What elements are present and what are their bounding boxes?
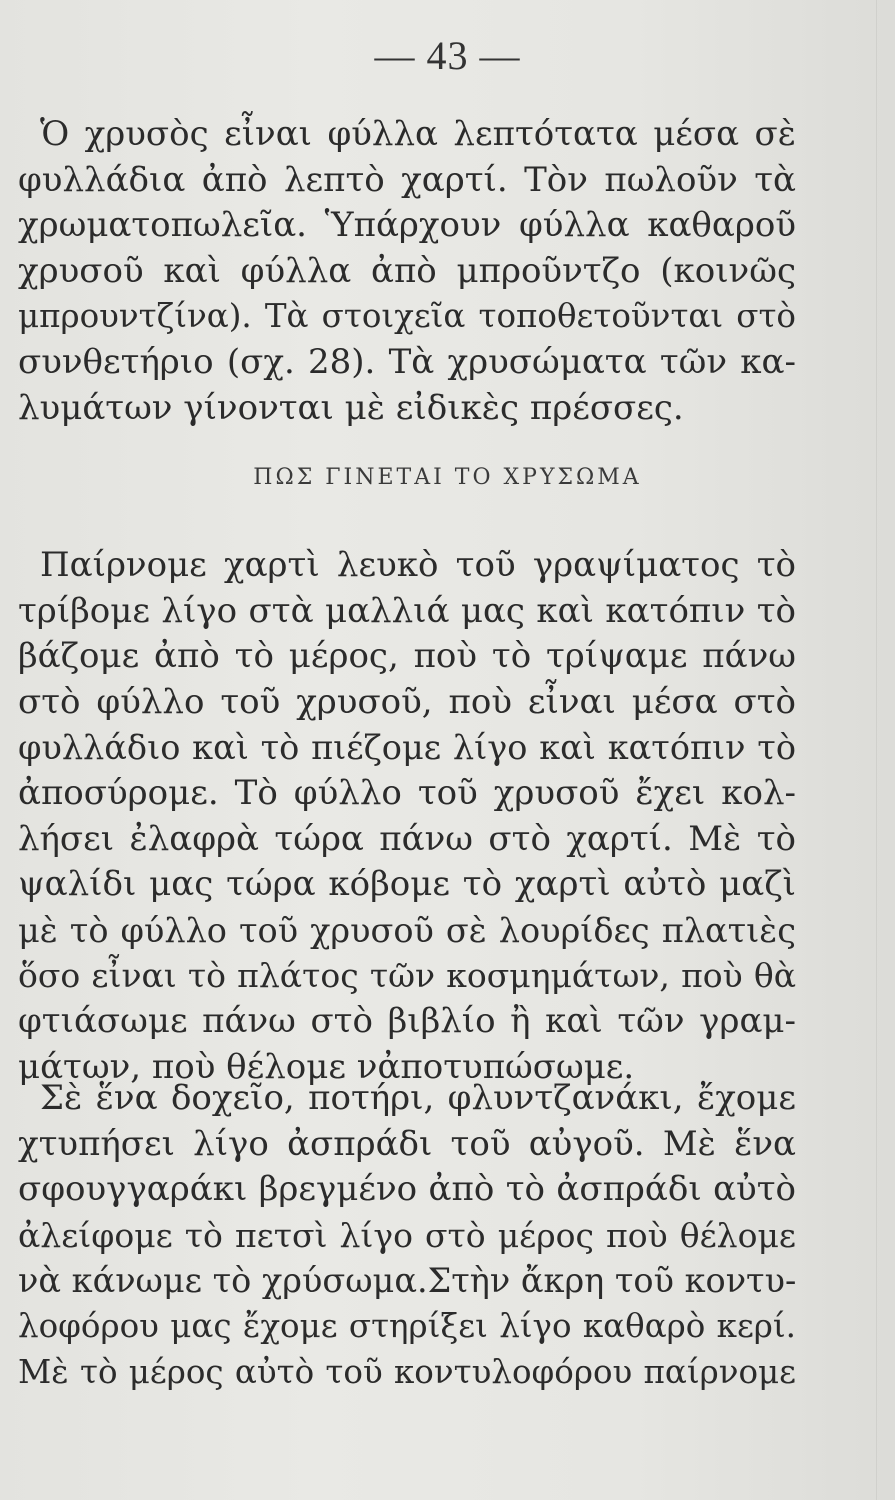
text-line: βάζομε ἀπὸ τὸ μέρος, ποὺ τὸ τρίψαμε πάνω — [18, 636, 796, 677]
text-line: Σὲ ἕνα δοχεῖο, ποτήρι, φλυντζανάκι, ἔχομε — [40, 1078, 796, 1118]
text-line: Παίρνομε χαρτὶ λευκὸ τοῦ γραψίματος τὸ — [40, 545, 796, 585]
paragraph-1 — [18, 112, 796, 431]
section-heading: ΠΩΣ ΓΙΝΕΤΑΙ ΤΟ ΧΡΥΣΩΜΑ — [253, 465, 642, 490]
text-line: μὲ τὸ φύλλο τοῦ χρυσοῦ σὲ λουρίδες πλατιὲς — [18, 910, 796, 950]
paragraph-3 — [18, 1076, 796, 1395]
text-line: στὸ φύλλο τοῦ χρυσοῦ, ποὺ εἶναι μέσα στὸ — [18, 681, 796, 722]
text-line: Ὁ χρυσὸς εἶναι φύλλα λεπτότατα μέσα σὲ — [40, 114, 796, 154]
text-line: λυμάτων γίνονται μὲ εἰδικὲς πρέσσες. — [18, 387, 684, 428]
text-line: χρυσοῦ καὶ φύλλα ἀπὸ μπροῦντζο (κοινῶς — [18, 250, 796, 291]
text-line: φυλλάδιο καὶ τὸ πιέζομε λίγο καὶ κατόπιν τὸ — [18, 728, 796, 768]
text-line: ὅσο εἶναι τὸ πλάτος τῶν κοσμημάτων, ποὺ θὰ — [18, 956, 796, 996]
text-line: χτυπήσει λίγο ἀσπράδι τοῦ αὐγοῦ. Μὲ ἕνα — [18, 1123, 796, 1164]
text-line: νὰ κάνωμε τὸ χρύσωμα.Στὴν ἄκρη τοῦ κοντυ- — [18, 1261, 797, 1301]
text-line: φυλλάδια ἀπὸ λεπτὸ χαρτί. Τὸν πωλοῦν τὰ — [18, 159, 796, 200]
text-line: τρίβομε λίγο στὰ μαλλιά μας καὶ κατόπιν τὸ — [18, 590, 796, 631]
paragraph-2 — [18, 543, 796, 1090]
text-line: φτιάσωμε πάνω στὸ βιβλίο ἢ καὶ τῶν γραμ- — [18, 1000, 796, 1041]
text-line: ἀποσύρομε. Τὸ φύλλο τοῦ χρυσοῦ ἔχει κολ- — [18, 772, 796, 813]
text-line: Μὲ τὸ μέρος αὐτὸ τοῦ κοντυλοφόρου παίρνομε — [18, 1352, 796, 1391]
text-line: συνθετήριο (σχ. 28). Τὰ χρυσώματα τῶν κα- — [18, 341, 796, 382]
page-number: — 43 — — [374, 33, 521, 78]
text-line: λήσει ἐλαφρὰ τώρα πάνω στὸ χαρτί. Μὲ τὸ — [18, 818, 796, 859]
text-line: σφουγγαράκι βρεγμένο ἀπὸ τὸ ἀσπράδι αὐτὸ — [18, 1169, 796, 1210]
page-edge — [876, 0, 877, 1500]
text-line: χρωματοπωλεῖα. Ὑπάρχουν φύλλα καθαροῦ — [18, 205, 796, 246]
text-line: μάτων, ποὺ θέλομε νἀποτυπώσωμε. — [18, 1046, 635, 1087]
text-line: μπρουντζίνα). Τὰ στοιχεῖα τοποθετοῦνται στὸ — [18, 297, 796, 336]
text-line: λοφόρου μας ἔχομε στηρίξει λίγο καθαρὸ κερί. — [18, 1306, 796, 1345]
text-line: ἀλείφομε τὸ πετσὶ λίγο στὸ μέρος ποὺ θέλομε — [18, 1215, 796, 1255]
text-line: ψαλίδι μας τώρα κόβομε τὸ χαρτὶ αὐτὸ μαζὶ — [18, 864, 796, 905]
